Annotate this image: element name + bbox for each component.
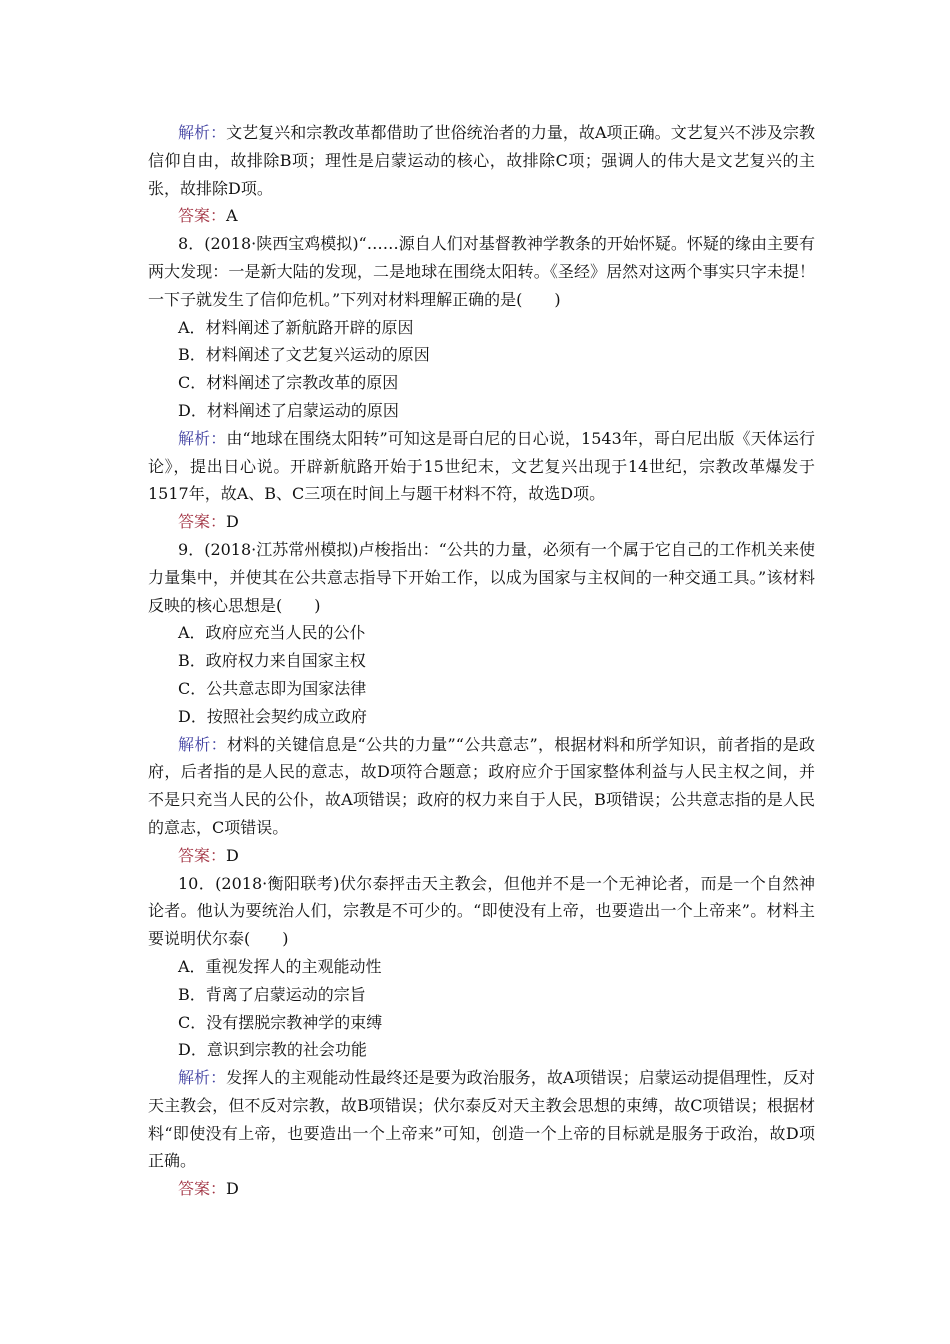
q7-answer bbox=[148, 202, 815, 230]
answer-label: 答案： bbox=[178, 845, 227, 865]
q9-option-a: A．政府应充当人民的公仆 bbox=[178, 623, 366, 643]
analysis-text: 材料的关键信息是“公共的力量”“公共意志”，根据材料和所学知识，前者指的是政府，后者指的是人民的意志，故D项符合题意；政府应介于国家整体利益与人民主权之间，并不是只充当人民的公仆，故A项错误；政府的权力来自于人民，B项错误；公共意志指的是人民的意志，C项错误。 bbox=[148, 734, 815, 837]
content bbox=[148, 119, 815, 1203]
q10-option-c: C．没有摆脱宗教神学的束缚 bbox=[178, 1012, 383, 1032]
answer-label: 答案： bbox=[178, 206, 227, 226]
q8-option-b: B．材料阐述了文艺复兴运动的原因 bbox=[178, 345, 430, 365]
q9-stem: 9．(2018·江苏常州模拟)卢梭指出：“公共的力量，必须有一个属于它自己的工作机关来使力量集中，并使其在公共意志指导下开始工作，以成为国家与主权间的一种交通工具。”该材料反映的核心思想是( ) bbox=[148, 539, 815, 615]
q9-option-b: B．政府权力来自国家主权 bbox=[178, 651, 366, 671]
q8-stem: 8．(2018·陕西宝鸡模拟)“……源自人们对基督教神学教条的开始怀疑。怀疑的缘由主要有两大发现：一是新大陆的发现，二是地球在围绕太阳转。《圣经》居然对这两个事实只字未提！一下子就发生了信仰危机。”下列对材料理解正确的是( ) bbox=[148, 234, 815, 309]
q9-answer bbox=[148, 842, 815, 870]
q10-stem: 10．(2018·衡阳联考)伏尔泰抨击天主教会，但他并不是一个无神论者，而是一个自然神论者。他认为要统治人们，宗教是不可少的。“即使没有上帝，也要造出一个上帝来”。材料主要说明伏尔泰( ) bbox=[148, 873, 815, 949]
q8-option-c: C．材料阐述了宗教改革的原因 bbox=[178, 373, 399, 393]
q8-option-a: A．材料阐述了新航路开辟的原因 bbox=[178, 317, 414, 337]
q9-analysis bbox=[148, 731, 815, 842]
answer-value: D bbox=[226, 1179, 239, 1199]
answer-label: 答案： bbox=[178, 512, 227, 532]
q9-option-c: C．公共意志即为国家法律 bbox=[178, 678, 367, 698]
answer-value: D bbox=[226, 512, 239, 532]
answer-value: D bbox=[226, 845, 239, 865]
answer-label: 答案： bbox=[178, 1179, 227, 1199]
q8-option-d: D．材料阐述了启蒙运动的原因 bbox=[178, 400, 399, 420]
analysis-label: 解析： bbox=[178, 1068, 227, 1088]
analysis-label: 解析： bbox=[178, 734, 227, 754]
q10-option-b: B．背离了启蒙运动的宗旨 bbox=[178, 984, 366, 1004]
analysis-text: 由“地球在围绕太阳转”可知这是哥白尼的日心说，1543年，哥白尼出版《天体运行论》，提出日心说。开辟新航路开始于15世纪末，文艺复兴出现于14世纪，宗教改革爆发于1517年，故A、B、C三项在时间上与题干材料不符，故选D项。 bbox=[148, 428, 815, 504]
analysis-text: 文艺复兴和宗教改革都借助了世俗统治者的力量，故A项正确。文艺复兴不涉及宗教信仰自由，故排除B项；理性是启蒙运动的核心，故排除C项；强调人的伟大是文艺复兴的主张，故排除D项。 bbox=[148, 123, 815, 198]
analysis-label: 解析： bbox=[178, 123, 227, 142]
q8-answer bbox=[148, 508, 815, 536]
answer-value: A bbox=[226, 206, 238, 226]
q9-option-d: D．按照社会契约成立政府 bbox=[178, 706, 367, 726]
q10-option-a: A．重视发挥人的主观能动性 bbox=[178, 956, 382, 976]
q10-analysis bbox=[148, 1064, 815, 1175]
analysis-label: 解析： bbox=[178, 428, 227, 448]
analysis-text: 发挥人的主观能动性最终还是要为政治服务，故A项错误；启蒙运动提倡理性，反对天主教会，但不反对宗教，故B项错误；伏尔泰反对天主教会思想的束缚，故C项错误；根据材料“即使没有上帝，也要造出一个上帝来”可知，创造一个上帝的目标就是服务于政治，故D项正确。 bbox=[148, 1068, 815, 1171]
q7-analysis bbox=[148, 119, 815, 202]
q8-analysis bbox=[148, 425, 815, 508]
q10-option-d: D．意识到宗教的社会功能 bbox=[178, 1040, 367, 1060]
q10-answer bbox=[148, 1175, 815, 1203]
